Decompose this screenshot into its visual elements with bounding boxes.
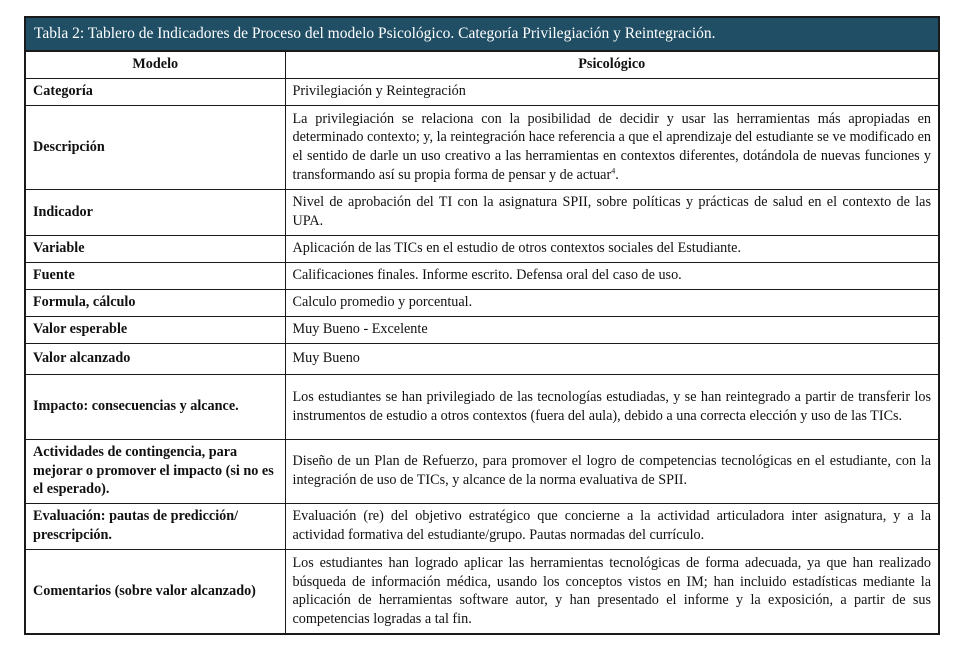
table-row <box>26 105 938 189</box>
row-value: Privilegiación y Reintegración <box>285 78 938 105</box>
description-end: . <box>615 166 619 183</box>
table-row <box>26 78 938 105</box>
row-value: Nivel de aprobación del TI con la asignatura SPII, sobre políticas y prácticas de salud en el contexto de las UPA. <box>285 189 938 235</box>
table-row <box>26 262 938 289</box>
row-value: Calificaciones finales. Informe escrito. Defensa oral del caso de uso. <box>285 262 938 289</box>
table-row <box>26 503 938 549</box>
row-value <box>285 105 938 189</box>
footnote-marker: 4 <box>611 165 616 175</box>
row-value: Los estudiantes han logrado aplicar las herramientas tecnológicas de forma adecuada, ya que han realizado búsqueda de información médica, usando los conceptos vistos en IM; han incluido estadísticas mediante la aplicación de herramientas software autor, y han presentado el informe y la exposición, a partir de sus competencias logradas a tal fin. <box>285 549 938 633</box>
row-label: Actividades de contingencia, para mejorar o promover el impacto (si no es el esperado). <box>26 439 285 503</box>
table-row <box>26 439 938 503</box>
row-label: Impacto: consecuencias y alcance. <box>26 374 285 439</box>
row-label: Variable <box>26 235 285 262</box>
row-value: Diseño de un Plan de Refuerzo, para promover el logro de competencias tecnológicas en el estudiante, con la integración de uso de TICs, y alcance de la norma evaluativa de SPII. <box>285 439 938 503</box>
row-value: Los estudiantes se han privilegiado de las tecnologías estudiadas, y se han reintegrado a partir de transferir los instrumentos de estudio a otros contextos (fuera del aula), debido a una correcta elección y uso de las TICs. <box>285 374 938 439</box>
indicator-table <box>26 52 938 633</box>
table-row <box>26 343 938 374</box>
table-row <box>26 549 938 633</box>
row-value: Calculo promedio y porcentual. <box>285 289 938 316</box>
row-label: Comentarios (sobre valor alcanzado) <box>26 549 285 633</box>
table-row <box>26 289 938 316</box>
row-label: Valor esperable <box>26 316 285 343</box>
row-value: Muy Bueno - Excelente <box>285 316 938 343</box>
row-label: Indicador <box>26 189 285 235</box>
header-row <box>26 52 938 78</box>
row-label: Fuente <box>26 262 285 289</box>
table-caption: Tabla 2: Tablero de Indicadores de Proceso del modelo Psicológico. Categoría Privilegiación y Reintegración. <box>26 18 938 52</box>
header-psicologico: Psicológico <box>285 52 938 78</box>
row-label: Evaluación: pautas de predicción/ prescripción. <box>26 503 285 549</box>
row-value: Evaluación (re) del objetivo estratégico que concierne a la actividad articuladora inter asignatura, y a la actividad formativa del estudiante/grupo. Pautas normadas del currículo. <box>285 503 938 549</box>
indicator-table-container <box>24 16 940 635</box>
table-row <box>26 235 938 262</box>
table-row <box>26 374 938 439</box>
table-row <box>26 189 938 235</box>
row-label: Descripción <box>26 105 285 189</box>
row-value: Muy Bueno <box>285 343 938 374</box>
table-row <box>26 316 938 343</box>
row-label: Valor alcanzado <box>26 343 285 374</box>
row-value: Aplicación de las TICs en el estudio de otros contextos sociales del Estudiante. <box>285 235 938 262</box>
row-label: Categoría <box>26 78 285 105</box>
row-label: Formula, cálculo <box>26 289 285 316</box>
header-modelo: Modelo <box>26 52 285 78</box>
description-text: La privilegiación se relaciona con la posibilidad de decidir y usar las herramientas más apropiadas en determinado contexto; y, la reintegración hace referencia a que el aprendizaje del estudiante se ve modificado en el sentido de darle un uso creativo a las herramientas en contextos diferentes, dotándola de nuevas funciones y transformando así su propia forma de pensar y de actuar <box>292 110 931 183</box>
